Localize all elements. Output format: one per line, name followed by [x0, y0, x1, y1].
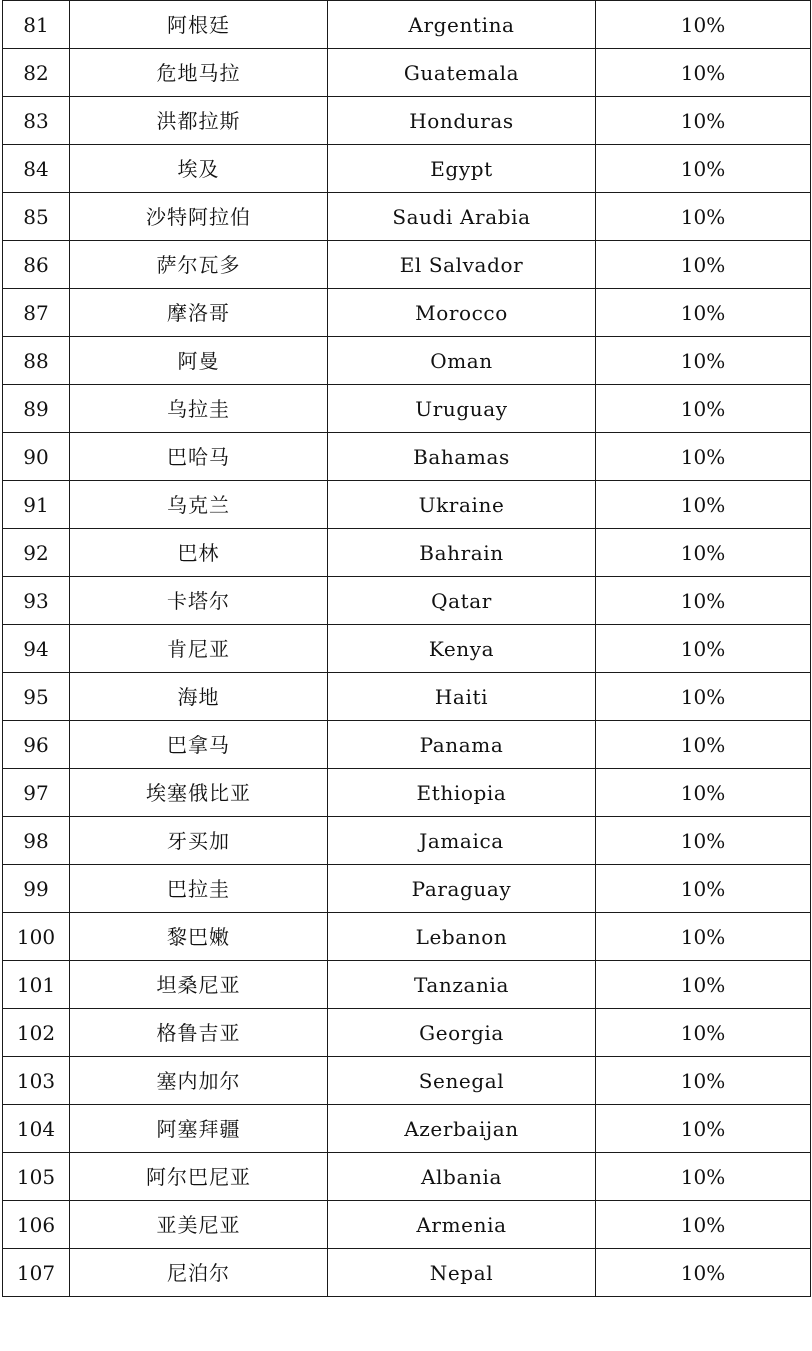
rate-value: 10%	[596, 385, 811, 433]
country-name-english: Honduras	[328, 97, 596, 145]
table-row	[3, 769, 811, 817]
country-name-chinese: 巴拿马	[70, 721, 328, 769]
rate-value: 10%	[596, 337, 811, 385]
row-number: 97	[3, 769, 70, 817]
country-name-english: Kenya	[328, 625, 596, 673]
country-name-chinese: 巴拉圭	[70, 865, 328, 913]
table-row	[3, 913, 811, 961]
table-row	[3, 865, 811, 913]
table-row	[3, 673, 811, 721]
country-name-english: Lebanon	[328, 913, 596, 961]
country-name-chinese: 洪都拉斯	[70, 97, 328, 145]
table-row	[3, 337, 811, 385]
row-number: 89	[3, 385, 70, 433]
table-row	[3, 241, 811, 289]
country-name-chinese: 沙特阿拉伯	[70, 193, 328, 241]
row-number: 91	[3, 481, 70, 529]
country-name-chinese: 巴林	[70, 529, 328, 577]
country-name-chinese: 埃及	[70, 145, 328, 193]
country-name-english: Qatar	[328, 577, 596, 625]
table-row	[3, 1, 811, 49]
country-name-chinese: 埃塞俄比亚	[70, 769, 328, 817]
table-row	[3, 193, 811, 241]
country-name-chinese: 海地	[70, 673, 328, 721]
row-number: 87	[3, 289, 70, 337]
country-name-chinese: 肯尼亚	[70, 625, 328, 673]
country-name-english: Haiti	[328, 673, 596, 721]
rate-value: 10%	[596, 817, 811, 865]
table-row	[3, 817, 811, 865]
country-name-english: Guatemala	[328, 49, 596, 97]
table-row	[3, 289, 811, 337]
country-name-chinese: 乌拉圭	[70, 385, 328, 433]
country-name-english: Georgia	[328, 1009, 596, 1057]
table-row	[3, 625, 811, 673]
rate-value: 10%	[596, 1057, 811, 1105]
row-number: 92	[3, 529, 70, 577]
rate-value: 10%	[596, 913, 811, 961]
row-number: 83	[3, 97, 70, 145]
country-name-chinese: 摩洛哥	[70, 289, 328, 337]
country-name-chinese: 卡塔尔	[70, 577, 328, 625]
rate-value: 10%	[596, 49, 811, 97]
row-number: 85	[3, 193, 70, 241]
rate-value: 10%	[596, 193, 811, 241]
row-number: 98	[3, 817, 70, 865]
rate-value: 10%	[596, 97, 811, 145]
country-name-chinese: 牙买加	[70, 817, 328, 865]
table-body	[3, 1, 811, 1297]
row-number: 95	[3, 673, 70, 721]
rate-value: 10%	[596, 1153, 811, 1201]
country-name-english: Jamaica	[328, 817, 596, 865]
row-number: 90	[3, 433, 70, 481]
rate-value: 10%	[596, 145, 811, 193]
country-name-chinese: 萨尔瓦多	[70, 241, 328, 289]
rate-value: 10%	[596, 577, 811, 625]
table-row	[3, 481, 811, 529]
country-name-english: Azerbaijan	[328, 1105, 596, 1153]
country-name-chinese: 阿尔巴尼亚	[70, 1153, 328, 1201]
rate-value: 10%	[596, 769, 811, 817]
country-name-english: Nepal	[328, 1249, 596, 1297]
row-number: 88	[3, 337, 70, 385]
country-name-chinese: 格鲁吉亚	[70, 1009, 328, 1057]
rate-value: 10%	[596, 1009, 811, 1057]
table-row	[3, 721, 811, 769]
table-row	[3, 97, 811, 145]
country-rate-table	[2, 0, 811, 1297]
row-number: 96	[3, 721, 70, 769]
rate-value: 10%	[596, 625, 811, 673]
rate-value: 10%	[596, 241, 811, 289]
table-row	[3, 1105, 811, 1153]
country-name-english: Uruguay	[328, 385, 596, 433]
row-number: 99	[3, 865, 70, 913]
country-name-english: Paraguay	[328, 865, 596, 913]
table-row	[3, 1153, 811, 1201]
country-name-english: Morocco	[328, 289, 596, 337]
table-row	[3, 1201, 811, 1249]
country-name-english: Saudi Arabia	[328, 193, 596, 241]
rate-value: 10%	[596, 1249, 811, 1297]
country-name-chinese: 亚美尼亚	[70, 1201, 328, 1249]
row-number: 81	[3, 1, 70, 49]
country-name-english: Ethiopia	[328, 769, 596, 817]
table-row	[3, 577, 811, 625]
country-name-chinese: 黎巴嫩	[70, 913, 328, 961]
table-row	[3, 1057, 811, 1105]
country-name-english: Albania	[328, 1153, 596, 1201]
country-name-english: Bahrain	[328, 529, 596, 577]
country-name-english: Oman	[328, 337, 596, 385]
table-row	[3, 433, 811, 481]
row-number: 86	[3, 241, 70, 289]
country-name-chinese: 乌克兰	[70, 481, 328, 529]
country-name-chinese: 塞内加尔	[70, 1057, 328, 1105]
rate-value: 10%	[596, 865, 811, 913]
rate-value: 10%	[596, 1, 811, 49]
country-name-chinese: 尼泊尔	[70, 1249, 328, 1297]
table-row	[3, 529, 811, 577]
table-row	[3, 1009, 811, 1057]
row-number: 102	[3, 1009, 70, 1057]
country-name-chinese: 阿根廷	[70, 1, 328, 49]
table-row	[3, 1249, 811, 1297]
row-number: 104	[3, 1105, 70, 1153]
country-name-english: Argentina	[328, 1, 596, 49]
country-name-chinese: 巴哈马	[70, 433, 328, 481]
table-row	[3, 49, 811, 97]
country-name-chinese: 坦桑尼亚	[70, 961, 328, 1009]
country-name-chinese: 阿塞拜疆	[70, 1105, 328, 1153]
country-name-chinese: 阿曼	[70, 337, 328, 385]
table-row	[3, 385, 811, 433]
country-name-english: Panama	[328, 721, 596, 769]
row-number: 94	[3, 625, 70, 673]
rate-value: 10%	[596, 673, 811, 721]
country-name-english: Bahamas	[328, 433, 596, 481]
rate-value: 10%	[596, 721, 811, 769]
row-number: 100	[3, 913, 70, 961]
rate-value: 10%	[596, 1105, 811, 1153]
row-number: 106	[3, 1201, 70, 1249]
rate-value: 10%	[596, 481, 811, 529]
row-number: 105	[3, 1153, 70, 1201]
country-name-english: Egypt	[328, 145, 596, 193]
rate-value: 10%	[596, 529, 811, 577]
country-name-chinese: 危地马拉	[70, 49, 328, 97]
table-row	[3, 961, 811, 1009]
row-number: 103	[3, 1057, 70, 1105]
country-name-english: Senegal	[328, 1057, 596, 1105]
rate-value: 10%	[596, 433, 811, 481]
row-number: 84	[3, 145, 70, 193]
table-row	[3, 145, 811, 193]
row-number: 82	[3, 49, 70, 97]
country-name-english: Tanzania	[328, 961, 596, 1009]
rate-value: 10%	[596, 1201, 811, 1249]
country-name-english: Ukraine	[328, 481, 596, 529]
country-name-english: El Salvador	[328, 241, 596, 289]
rate-value: 10%	[596, 961, 811, 1009]
row-number: 107	[3, 1249, 70, 1297]
country-name-english: Armenia	[328, 1201, 596, 1249]
row-number: 93	[3, 577, 70, 625]
row-number: 101	[3, 961, 70, 1009]
rate-value: 10%	[596, 289, 811, 337]
